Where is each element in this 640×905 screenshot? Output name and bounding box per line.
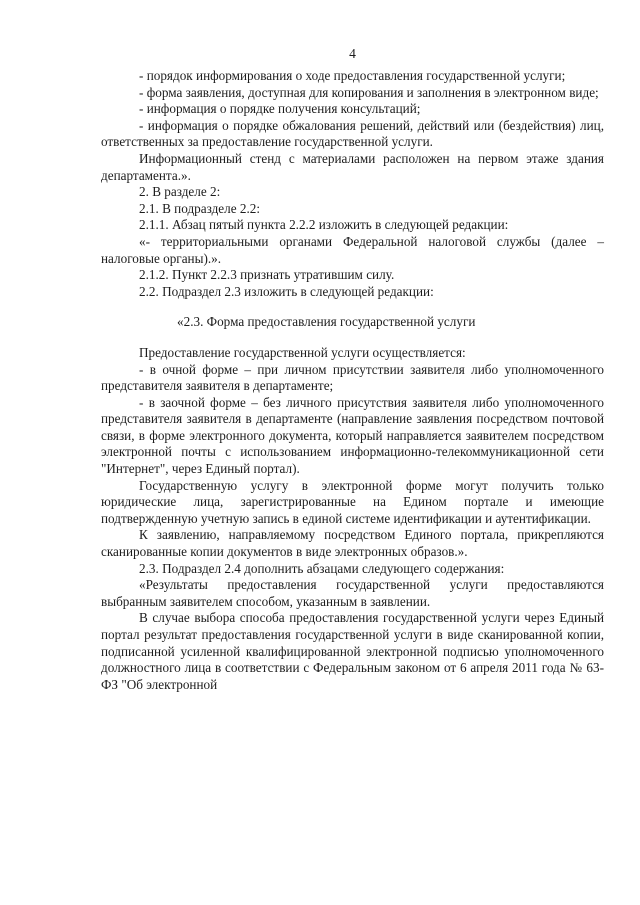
- paragraph: «Результаты предоставления государственной услуги предоставляются выбранным заявителем способом, указанным в заявлении.: [101, 577, 604, 609]
- paragraph: Предоставление государственной услуги осуществляется:: [139, 344, 466, 360]
- paragraph: - в очной форме – при личном присутствии заявителя либо уполномоченного представителя заявителя в департаменте;: [101, 361, 604, 394]
- section-heading: «2.3. Форма предоставления государственной услуги: [177, 314, 476, 330]
- paragraph: «- территориальными органами Федеральной налоговой службы (далее – налоговые органы).».: [101, 233, 604, 266]
- paragraph: 2.2. Подраздел 2.3 изложить в следующей редакции:: [139, 283, 434, 299]
- body-text-after: [101, 345, 604, 693]
- paragraph: - порядок информирования о ходе предоставления государственной услуги;: [139, 68, 566, 83]
- paragraph: 2. В разделе 2:: [139, 184, 221, 200]
- paragraph: К заявлению, направляемому посредством Единого портала, прикрепляются сканированные копии документов в виде электронных образов.».: [101, 527, 604, 560]
- paragraph: 2.1. В подразделе 2.2:: [139, 200, 261, 216]
- paragraph: Государственную услугу в электронной форме могут получить только юридические лица, зарегистрированные на Едином портале и имеющие подтвержденную учетную запись в единой системе идентификации и аутентификации.: [101, 477, 604, 526]
- paragraph: Информационный стенд с материалами расположен на первом этаже здания департамента.».: [101, 150, 604, 183]
- page-number: 4: [349, 46, 356, 61]
- body-text-before: [101, 68, 604, 300]
- paragraph: - форма заявления, доступная для копирования и заполнения в электронном виде;: [139, 84, 599, 100]
- paragraph: - в заочной форме – без личного присутствия заявителя либо уполномоченного представителя заявителя в департаменте (направление заявления посредством почтовой связи, в форме электронного документа, который направляется заявителем посредством электронной почты с использованием информационно-телекоммуникационной сети "Интернет", через Единый портал).: [101, 394, 604, 477]
- paragraph: - информация о порядке получения консультаций;: [139, 101, 421, 117]
- paragraph: - информация о порядке обжалования решений, действий или (бездействия) лиц, ответственных за предоставление государственной услуги.: [101, 117, 604, 150]
- paragraph: 2.3. Подраздел 2.4 дополнить абзацами следующего содержания:: [139, 560, 505, 576]
- paragraph: 2.1.1. Абзац пятый пункта 2.2.2 изложить в следующей редакции:: [139, 217, 509, 233]
- paragraph: 2.1.2. Пункт 2.2.3 признать утратившим силу.: [139, 267, 395, 283]
- paragraph: В случае выбора способа предоставления государственной услуги через Единый портал результат предоставления государственной услуги в виде сканированной копии, подписанной усиленной квалифицированной электронной подписью уполномоченного должностного лица в соответствии с Федеральным законом от 6 апреля 2011 года № 63-ФЗ "Об электронной: [101, 610, 604, 692]
